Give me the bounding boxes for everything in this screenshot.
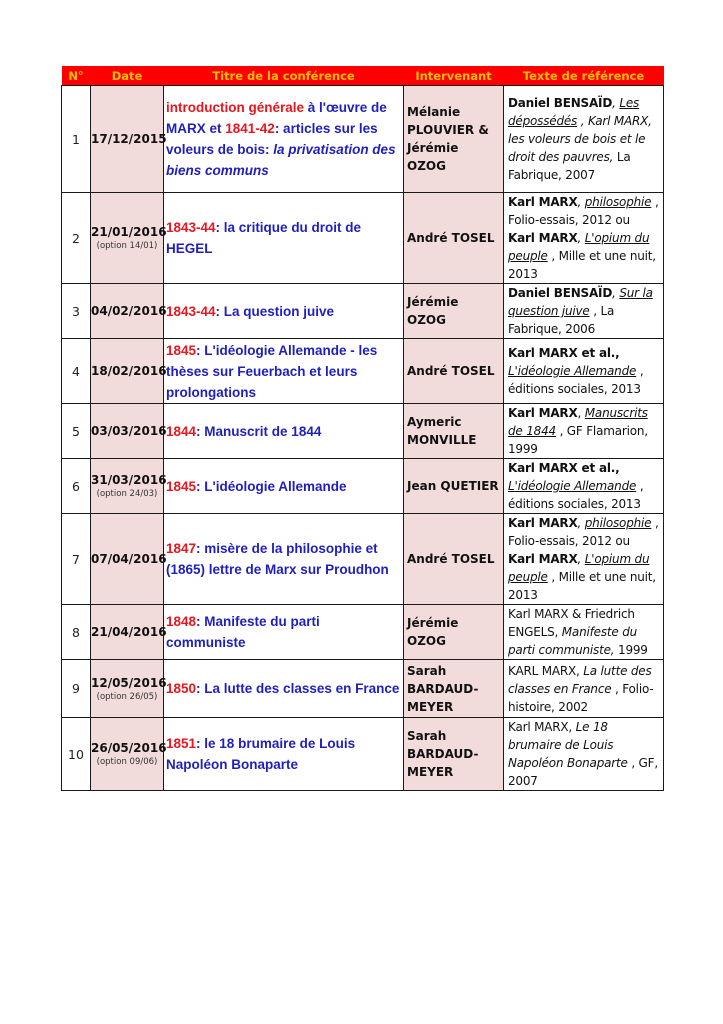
row-number: 2 [62, 193, 91, 284]
reference-work: L'idéologie Allemande [508, 364, 637, 378]
reference-work: L'opium du peuple [508, 231, 650, 263]
row-number: 5 [62, 404, 91, 459]
reference-text: Karl MARX, [508, 720, 576, 734]
title-year-highlight: 1845 [166, 478, 197, 494]
title-year-highlight: 1848 [166, 614, 197, 629]
reference-text: , GF, 2007 [508, 756, 658, 788]
row-reference-text [504, 459, 664, 514]
row-conference-title [164, 193, 404, 284]
reference-author: Daniel BENSAÏD [508, 286, 613, 300]
row-date: 26/05/2016 [91, 741, 167, 755]
reference-text: Karl MARX & Friedrich ENGELS, [508, 607, 635, 639]
reference-text: La Fabrique, 2007 [508, 150, 631, 182]
row-date-option: (option 14/01) [96, 241, 158, 251]
table-row [62, 284, 664, 339]
row-date: 17/12/2015 [91, 132, 167, 146]
row-reference-text [504, 514, 664, 605]
row-speaker: Sarah BARDAUD-MEYER [404, 718, 504, 791]
title-year-highlight: 1847 [166, 541, 197, 556]
row-date: 07/04/2016 [91, 552, 167, 566]
title-text: à l'œuvre de MARX et [166, 100, 387, 136]
reference-work: Le 18 brumaire de Louis Napoléon Bonaparte [508, 720, 628, 770]
reference-text: 1999 [614, 643, 648, 657]
row-date-cell [91, 284, 167, 339]
row-date: 12/05/2016 [91, 675, 167, 690]
row-reference-text [504, 605, 664, 660]
row-number: 6 [62, 459, 91, 514]
row-reference-text [504, 660, 664, 718]
row-conference-title [164, 718, 404, 791]
title-year-highlight: 1844 [166, 423, 197, 439]
row-conference-title [164, 284, 404, 339]
row-number: 3 [62, 284, 91, 339]
row-conference-title [164, 459, 404, 514]
table-row [62, 718, 664, 791]
reference-text: , Mille et une nuit, 2013 [508, 249, 656, 281]
row-number: 1 [62, 86, 91, 193]
title-text: : le 18 brumaire de Louis Napoléon Bonaparte [166, 736, 356, 772]
reference-work: L'opium du peuple [508, 552, 650, 584]
title-year-highlight: 1843-44 [166, 303, 216, 319]
reference-text: KARL MARX, [508, 663, 584, 678]
header-speaker: Intervenant [404, 66, 504, 86]
title-year-highlight: 1851 [166, 736, 197, 751]
reference-author: Karl MARX [508, 552, 578, 566]
row-reference-text [504, 86, 664, 193]
row-date-cell [91, 193, 167, 284]
row-date-cell [91, 514, 167, 605]
reference-work: , [577, 552, 585, 566]
table-row [62, 404, 664, 459]
row-speaker: Sarah BARDAUD-MEYER [404, 660, 504, 718]
title-year-highlight: 1850 [166, 681, 197, 696]
reference-work: , [612, 96, 620, 110]
reference-author: Karl MARX [508, 231, 578, 245]
table-header [62, 66, 664, 86]
row-speaker: André TOSEL [404, 193, 504, 284]
row-speaker: Jean QUETIER [404, 459, 504, 514]
header-reference: Texte de référence [504, 66, 664, 86]
reference-author: Karl MARX [508, 516, 578, 530]
row-number: 4 [62, 339, 91, 404]
row-date-option: (option 09/06) [96, 757, 158, 767]
row-date-cell [91, 660, 167, 718]
row-number: 9 [62, 660, 91, 718]
reference-text: , La Fabrique, 2006 [508, 304, 615, 336]
row-date-cell [91, 404, 167, 459]
row-speaker: André TOSEL [404, 514, 504, 605]
table-row [62, 514, 664, 605]
reference-work: , Karl MARX, les voleurs de bois et le droit des pauvres, [508, 114, 652, 164]
table-row [62, 193, 664, 284]
reference-text: , Folio-histoire, 2002 [508, 681, 654, 714]
title-year-highlight: 1841-42 [225, 121, 275, 136]
row-number: 7 [62, 514, 91, 605]
row-conference-title [164, 86, 404, 193]
title-text: : articles sur les voleurs de bois: [166, 121, 378, 157]
row-reference-text [504, 404, 664, 459]
title-text: : misère de la philosophie et (1865) lettre de Marx sur Proudhon [166, 541, 389, 577]
row-date-cell [91, 605, 167, 660]
row-conference-title [164, 339, 404, 404]
reference-text: , éditions sociales, 2013 [508, 479, 644, 511]
row-reference-text [504, 718, 664, 791]
header-num: N° [62, 66, 91, 86]
row-reference-text [504, 193, 664, 284]
row-date: 18/02/2016 [91, 364, 167, 378]
row-date: 03/03/2016 [91, 424, 167, 438]
table-row [62, 459, 664, 514]
reference-work: philosophie [584, 195, 652, 209]
reference-work: , [577, 195, 585, 209]
table-body [62, 86, 664, 791]
title-text: : L'idéologie Allemande - les thèses sur Feuerbach et leurs prolongations [166, 342, 378, 400]
reference-work: philosophie [584, 516, 652, 530]
reference-work: La lutte des classes en France [508, 663, 652, 696]
row-date-cell [91, 339, 167, 404]
reference-work: Manuscrits de 1844 [508, 406, 648, 438]
row-date-cell [91, 459, 167, 514]
table-row [62, 660, 664, 718]
title-text: : La lutte des classes en France [196, 681, 400, 696]
reference-text: , éditions sociales, 2013 [508, 364, 644, 396]
row-reference-text [504, 339, 664, 404]
reference-work: Sur la question juive [508, 286, 653, 318]
title-text: : la critique du droit de HEGEL [166, 220, 362, 256]
row-date-cell [91, 86, 167, 193]
row-number: 8 [62, 605, 91, 660]
reference-text: , Folio-essais, 2012 ou [508, 195, 659, 227]
row-date: 21/01/2016 [91, 225, 167, 239]
row-conference-title [164, 514, 404, 605]
reference-author: Karl MARX [508, 195, 578, 209]
row-date-option: (option 26/05) [96, 691, 158, 702]
reference-author: Karl MARX et al., [508, 461, 620, 475]
title-text: : Manifeste du parti communiste [166, 614, 320, 650]
row-conference-title [164, 605, 404, 660]
table-row [62, 605, 664, 660]
row-date: 04/02/2016 [91, 304, 167, 318]
row-speaker: André TOSEL [404, 339, 504, 404]
reference-text: , Mille et une nuit, 2013 [508, 570, 656, 602]
row-speaker: Mélanie PLOUVIER & Jérémie OZOG [404, 86, 504, 193]
title-text: : La question juive [215, 303, 335, 319]
reference-work: , [577, 231, 585, 245]
reference-text: , GF Flamarion, 1999 [508, 424, 648, 456]
reference-work: , [612, 286, 620, 300]
title-year-highlight: introduction générale [166, 100, 305, 115]
row-speaker: Jérémie OZOG [404, 284, 504, 339]
reference-text: , [577, 406, 585, 420]
row-speaker: Aymeric MONVILLE [404, 404, 504, 459]
row-speaker: Jérémie OZOG [404, 605, 504, 660]
table-row [62, 86, 664, 193]
row-reference-text [504, 284, 664, 339]
title-text: : Manuscrit de 1844 [196, 423, 322, 439]
header-row [62, 66, 664, 86]
reference-work: , [577, 516, 585, 530]
row-conference-title [164, 404, 404, 459]
reference-work: Les dépossédés [508, 96, 640, 128]
reference-author: Karl MARX [508, 406, 578, 420]
title-year-highlight: 1845 [166, 342, 197, 358]
title-year-highlight: 1843-44 [166, 220, 216, 235]
reference-text: , Folio-essais, 2012 ou [508, 516, 659, 548]
row-date: 31/03/2016 [91, 473, 167, 487]
row-date-cell [91, 718, 167, 791]
row-number: 10 [62, 718, 91, 791]
reference-author: Karl MARX et al., [508, 346, 620, 360]
conference-schedule-table [61, 66, 664, 791]
reference-work: Manifeste du parti communiste, [508, 625, 638, 657]
reference-work: L'idéologie Allemande [508, 479, 637, 493]
title-text: : L'idéologie Allemande [196, 478, 347, 494]
row-date-option: (option 24/03) [96, 489, 158, 499]
reference-author: Daniel BENSAÏD [508, 96, 613, 110]
row-date: 21/04/2016 [91, 625, 167, 639]
row-conference-title [164, 660, 404, 718]
header-date: Date [91, 66, 164, 86]
title-text: la privatisation des biens communs [166, 142, 396, 178]
table-row [62, 339, 664, 404]
header-title: Titre de la conférence [164, 66, 404, 86]
